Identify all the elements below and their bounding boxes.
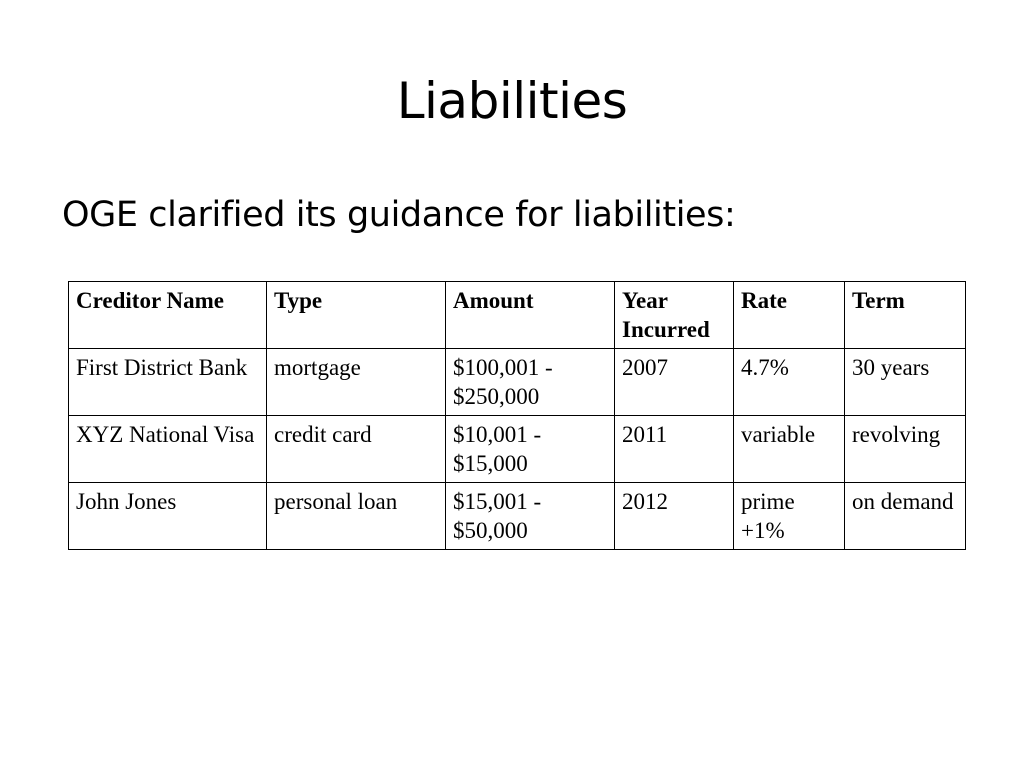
cell-amount: $15,001 - $50,000 [446,483,615,550]
liabilities-table [68,281,966,550]
cell-term: on demand [845,483,966,550]
slide-title: Liabilities [396,72,628,130]
cell-rate: prime +1% [734,483,845,550]
cell-creditor-name: XYZ National Visa [69,416,267,483]
header-type: Type [267,282,446,349]
table-header-row [69,282,966,349]
cell-term: revolving [845,416,966,483]
header-year-incurred: Year Incurred [615,282,734,349]
cell-rate: variable [734,416,845,483]
cell-amount: $100,001 - $250,000 [446,349,615,416]
cell-creditor-name: First District Bank [69,349,267,416]
cell-type: credit card [267,416,446,483]
table-row [69,483,966,550]
slide-body-text: OGE clarified its guidance for liabilities: [62,195,736,235]
cell-type: mortgage [267,349,446,416]
cell-creditor-name: John Jones [69,483,267,550]
cell-term: 30 years [845,349,966,416]
header-creditor-name: Creditor Name [69,282,267,349]
table-row [69,416,966,483]
cell-year-incurred: 2007 [615,349,734,416]
table-row [69,349,966,416]
header-term: Term [845,282,966,349]
cell-year-incurred: 2012 [615,483,734,550]
cell-year-incurred: 2011 [615,416,734,483]
header-rate: Rate [734,282,845,349]
cell-amount: $10,001 - $15,000 [446,416,615,483]
header-amount: Amount [446,282,615,349]
cell-rate: 4.7% [734,349,845,416]
cell-type: personal loan [267,483,446,550]
